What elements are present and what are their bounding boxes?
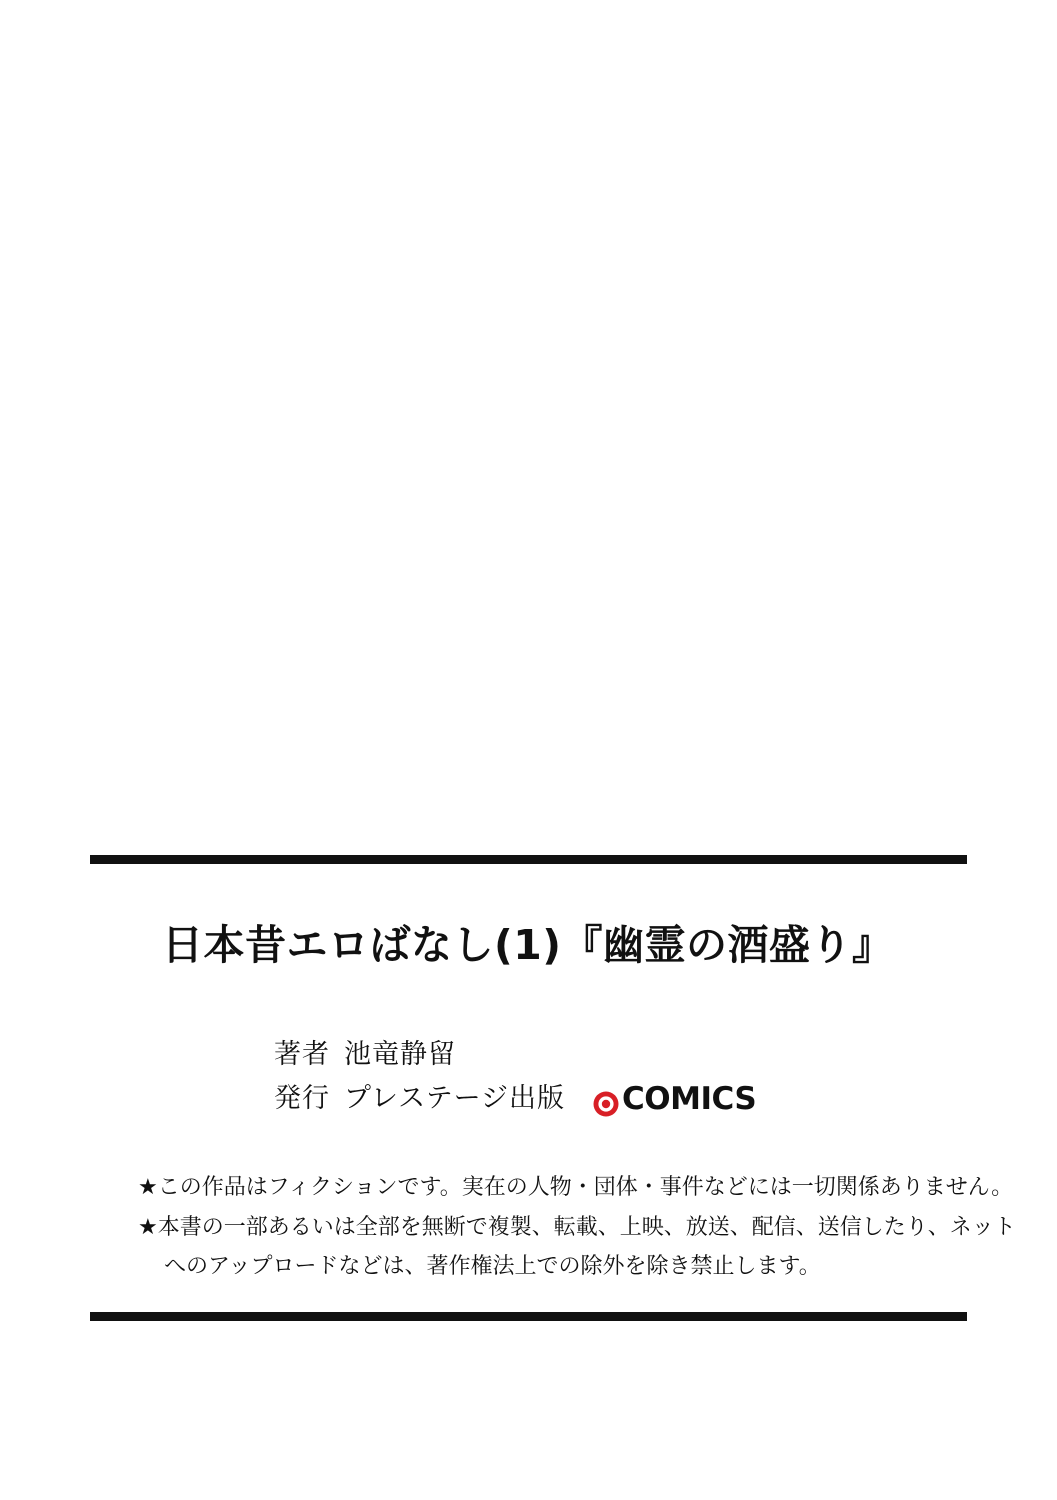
notice-line: ★本書の一部あるいは全部を無断で複製、転載、上映、放送、配信、送信したり、ネット <box>138 1214 1016 1240</box>
credits-list <box>274 1033 967 1120</box>
divider-top <box>90 855 967 864</box>
notice-line: ★この作品はフィクションです。実在の人物・団体・事件などには一切関係ありません。 <box>138 1175 1014 1201</box>
logo-wordmark: COMICS <box>622 1081 757 1118</box>
legal-notices <box>138 1168 1016 1285</box>
publisher-logo <box>593 1081 757 1118</box>
credit-row <box>274 1077 967 1121</box>
page-title: 日本昔エロばなし(1)『幽霊の酒盛り』 <box>162 921 894 969</box>
colophon-block <box>90 855 1016 1321</box>
credit-label: 発行 <box>274 1082 330 1114</box>
divider-bottom <box>90 1312 967 1321</box>
credit-row <box>274 1033 967 1077</box>
notice-line-continued: へのアップロードなどは、著作権法上での除外を除き禁止します。 <box>164 1253 821 1279</box>
target-icon <box>593 1087 619 1113</box>
credit-label: 著者 <box>274 1039 330 1070</box>
credit-value: プレステージ出版 <box>344 1082 566 1114</box>
credit-value: 池竜静留 <box>344 1039 456 1070</box>
